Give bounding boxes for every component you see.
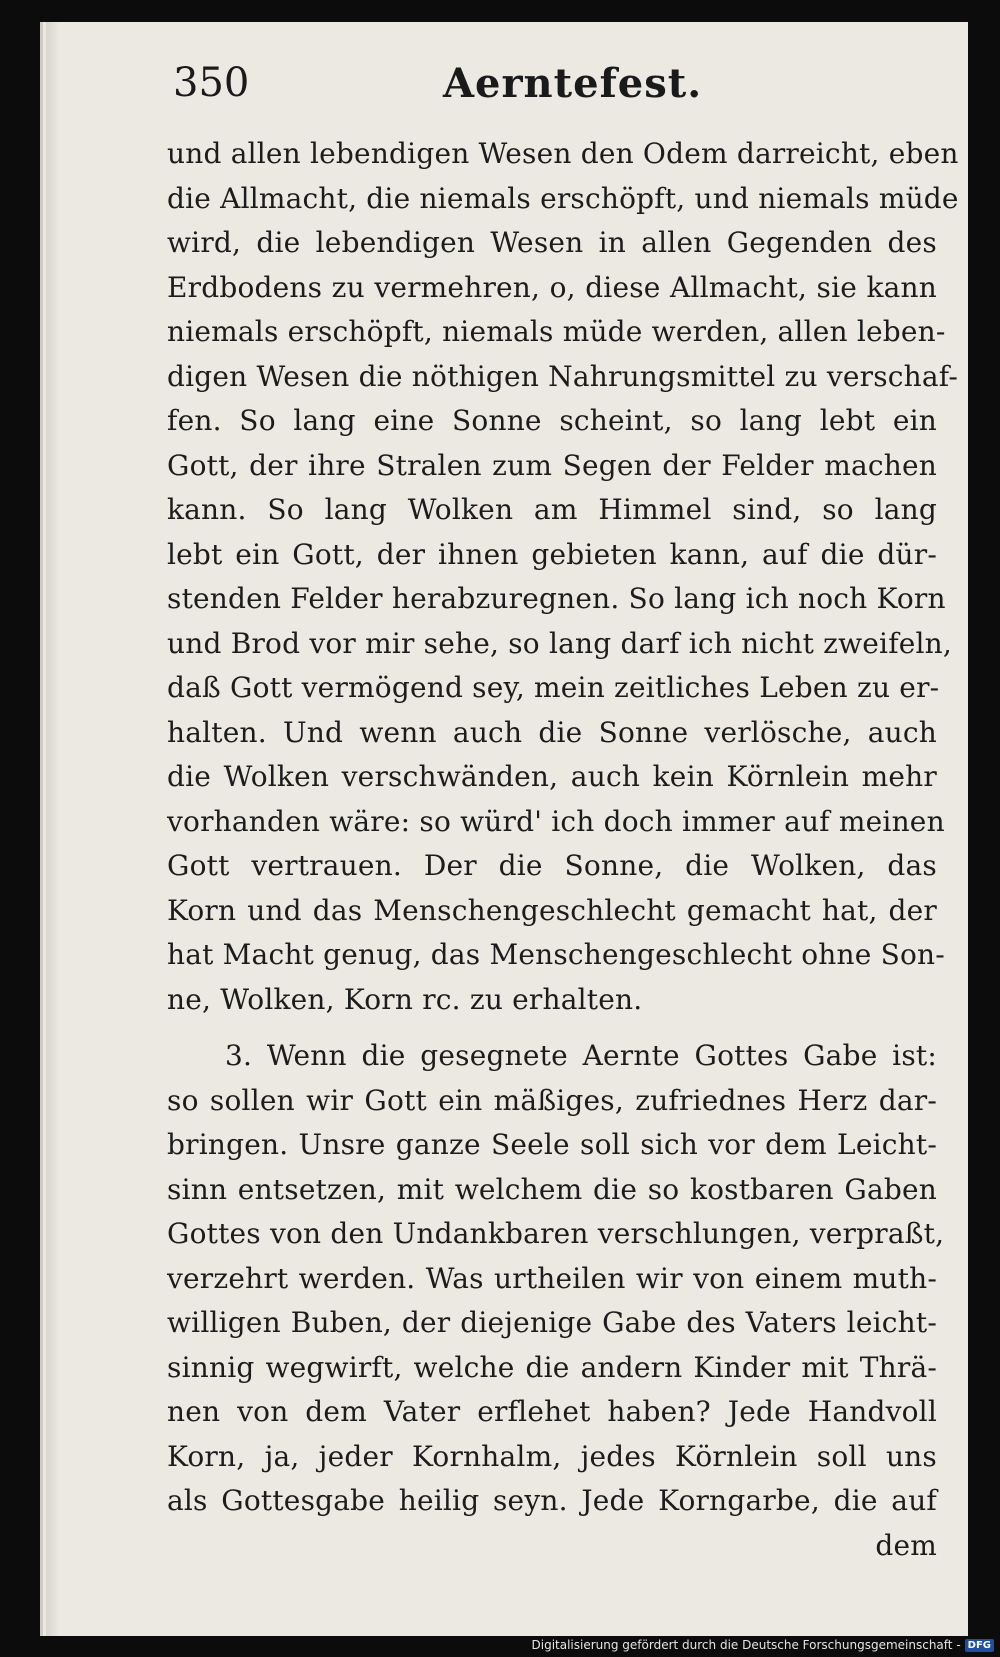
book-page <box>40 22 968 1636</box>
dfg-logo: DFG <box>965 1639 994 1652</box>
paragraph-gap <box>167 1022 937 1034</box>
paragraph-2 <box>167 1034 945 1524</box>
credit-text: Digitalisierung gefördert durch die Deutsche Forschungsgemeinschaft - <box>531 1638 961 1652</box>
text-line: Gott, der ihre Stralen zum Segen der Felder machen <box>167 448 937 482</box>
text-line: Gottes von den Undankbaren verschlungen, verpraßt, <box>167 1217 945 1250</box>
body-text <box>167 132 959 1568</box>
text-line: sinn entsetzen, mit welchem die so kostbaren Gaben <box>167 1172 937 1206</box>
text-line: ne, Wolken, Korn rc. zu erhalten. <box>167 982 643 1016</box>
text-line: so sollen wir Gott ein mäßiges, zufriednes Herz dar- <box>167 1083 937 1117</box>
catchword: dem <box>875 1528 937 1562</box>
text-line: vorhanden wäre: so würd' ich doch immer auf meinen <box>167 804 945 838</box>
text-line: die Wolken verschwänden, auch kein Körnlein mehr <box>167 760 937 793</box>
text-line: willigen Buben, der diejenige Gabe des Vaters leicht- <box>167 1306 937 1339</box>
text-line: Korn, ja, jeder Kornhalm, jedes Körnlein soll uns <box>167 1439 937 1473</box>
text-line: kann. So lang Wolken am Himmel sind, so lang <box>167 493 937 526</box>
text-line: hat Macht genug, das Menschengeschlecht ohne Son- <box>167 938 945 971</box>
text-line: bringen. Unsre ganze Seele soll sich vor dem Leicht- <box>167 1128 937 1161</box>
text-line: als Gottesgabe heilig seyn. Jede Korngarbe, die auf <box>167 1484 937 1517</box>
text-line: lebt ein Gott, der ihnen gebieten kann, auf die dür- <box>167 537 937 571</box>
text-line: halten. Und wenn auch die Sonne verlösche, auch <box>167 715 937 749</box>
text-line: wird, die lebendigen Wesen in allen Gegenden des <box>167 226 937 259</box>
paragraph-1 <box>167 132 959 1022</box>
text-line: sinnig wegwirft, welche die andern Kinder mit Thrä- <box>167 1350 937 1384</box>
running-title: Aerntefest. <box>443 60 703 107</box>
digitization-credit <box>532 1638 995 1652</box>
text-line: die Allmacht, die niemals erschöpft, und niemals müde <box>167 181 959 215</box>
text-line: digen Wesen die nöthigen Nahrungsmittel zu verschaf- <box>167 359 959 393</box>
text-line: und allen lebendigen Wesen den Odem darreicht, eben <box>167 137 959 170</box>
text-line: stenden Felder herabzuregnen. So lang ich noch Korn <box>167 582 946 615</box>
text-line: Korn und das Menschengeschlecht gemacht hat, der <box>167 893 937 927</box>
text-line: fen. So lang eine Sonne scheint, so lang lebt ein <box>167 404 937 437</box>
text-line: niemals erschöpft, niemals müde werden, allen leben- <box>167 315 946 348</box>
text-line: Gott vertrauen. Der die Sonne, die Wolken, das <box>167 849 937 882</box>
page-gutter-shadow <box>46 22 60 1636</box>
text-line: verzehrt werden. Was urtheilen wir von einem muth- <box>167 1261 937 1295</box>
text-line: daß Gott vermögend sey, mein zeitliches Leben zu er- <box>167 671 940 704</box>
text-line: 3. Wenn die gesegnete Aernte Gottes Gabe ist: <box>225 1039 937 1072</box>
page-number: 350 <box>173 60 250 106</box>
page-header <box>173 50 773 110</box>
text-line: Erdbodens zu vermehren, o, diese Allmacht, sie kann <box>167 270 937 304</box>
text-line: und Brod vor mir sehe, so lang darf ich nicht zweifeln, <box>167 626 953 660</box>
text-line: nen von dem Vater erflehet haben? Jede Handvoll <box>167 1395 937 1428</box>
